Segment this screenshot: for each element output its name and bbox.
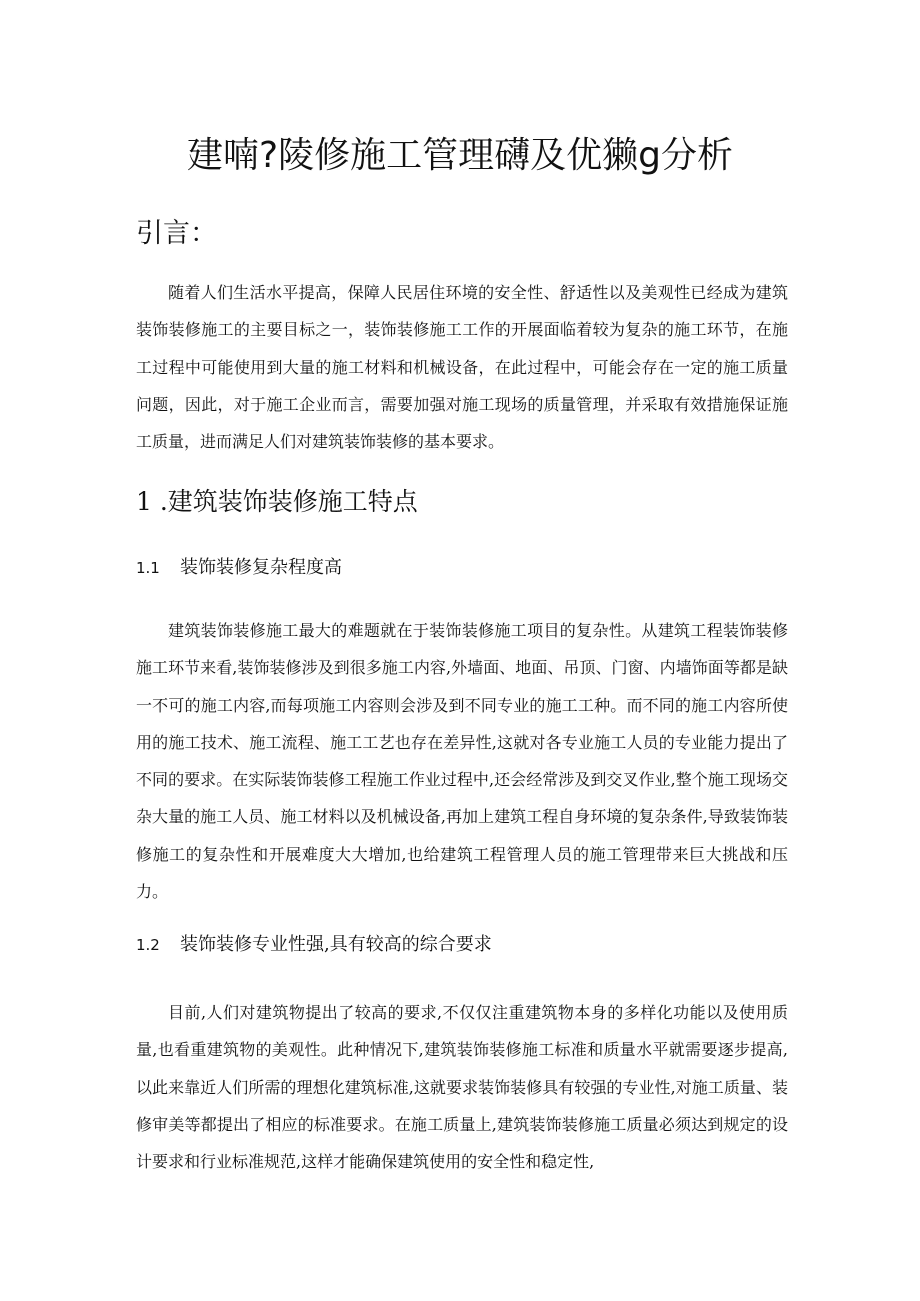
intro-paragraph: 随着人们生活水平提高，保障人民居住环境的安全性、舒适性以及美观性已经成为建筑装饰装修施工的主要目标之一，装饰装修施工工作的开展面临着较为复杂的施工环节，在施工过程中可能使用到大量的施工材料和机械设备，在此过程中，可能会存在一定的施工质量问题，因此，对于施工企业而言，需要加强对施工现场的质量管理，并采取有效措施保证施工质量，进而满足人们对建筑装饰装修的基本要求。 xyxy=(136,283,788,452)
subsection-1-1-title: 装饰装修复杂程度高 xyxy=(180,557,342,578)
intro-heading: 引言： xyxy=(136,218,217,249)
subsection-1-2-paragraph: 目前,人们对建筑物提出了较高的要求,不仅仅注重建筑物本身的多样化功能以及使用质量,也看重建筑物的美观性。此种情况下,建筑装饰装修施工标准和质量水平就需要逐步提高,以此来靠近人们所需的理想化建筑标准,这就要求装饰装修具有较强的专业性,对施工质量、装修审美等都提出了相应的标准要求。在施工质量上,建筑装饰装修施工质量必须达到规定的设计要求和行业标准规范,这样才能确保建筑使用的安全性和稳定性, xyxy=(136,1003,788,1172)
subsection-1-1-paragraph: 建筑装饰装修施工最大的难题就在于装饰装修施工项目的复杂性。从建筑工程装饰装修施工环节来看,装饰装修涉及到很多施工内容,外墙面、地面、吊顶、门窗、内墙饰面等都是缺一不可的施工内容,而每项施工内容则会涉及到不同专业的施工工种。而不同的施工内容所使用的施工技术、施工流程、施工工艺也存在差异性,这就对各专业施工人员的专业能力提出了不同的要求。在实际装饰装修工程施工作业过程中,还会经常涉及到交叉作业,整个施工现场交杂大量的施工人员、施工材料以及机械设备,再加上建筑工程自身环境的复杂条件,导致装饰装修施工的复杂性和开展难度大大增加,也给建筑工程管理人员的施工管理带来巨大挑战和压力。 xyxy=(136,621,788,902)
subsection-1-1-heading xyxy=(136,553,342,583)
subsection-1-1-number: 1.1 xyxy=(136,559,160,577)
subsection-1-2-title: 装饰装修专业性强,具有较高的综合要求 xyxy=(180,934,492,955)
subsection-1-2-number: 1.2 xyxy=(136,936,160,954)
section-1-heading: 1 .建筑装饰装修施工特点 xyxy=(136,487,418,516)
document-title: 建喃?陵修施工管理礴及优獭g分析 xyxy=(187,135,733,176)
subsection-1-2-heading xyxy=(136,930,492,960)
